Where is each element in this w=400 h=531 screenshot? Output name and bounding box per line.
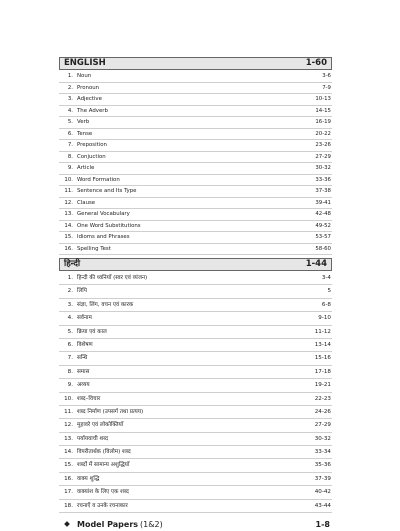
item-label: General Vocabulary [77,211,130,217]
item-number: 14. [64,222,73,229]
item-label: हिन्दी की ध्वनियाँ (स्वर एवं व्यंजन) [77,275,148,281]
list-item [59,459,332,472]
section-title: ENGLISH [64,58,106,68]
list-item [59,299,332,312]
list-item [59,285,332,298]
list-item [59,473,332,486]
item-label: शब्दों में सामान्य अशुद्धियाँ [77,462,130,469]
item-left [59,299,133,311]
item-pages: 35-36 [314,462,331,469]
item-left [59,71,91,82]
list-item [59,326,332,339]
item-number: 12. [64,199,73,206]
list-item [59,186,332,198]
item-label: क्रिया एवं काल [77,328,107,335]
item-left [59,221,141,232]
item-label: Article [77,165,95,171]
item-number: 15. [64,462,73,469]
item-left [59,446,131,458]
item-left [59,500,128,512]
item-number: 9. [67,382,73,389]
item-label: मुहावरे एवं लोकोक्तियाँ [77,422,124,429]
item-number: 7. [67,355,73,362]
list-item [59,433,332,446]
list-item [59,379,332,392]
item-pages: 9-10 [318,315,331,322]
item-label: The Adverb [77,107,108,114]
section-title: हिन्दी [64,259,81,269]
item-left [59,209,130,220]
item-number: 16. [64,475,73,482]
item-left [59,312,92,324]
item-label: वाक्य शुद्धि [77,475,100,482]
item-number: 2. [67,288,73,295]
item-number: 6. [67,341,73,348]
item-label: अव्यय [77,382,90,389]
item-left [59,152,106,163]
item-label: संज्ञा, लिंग, वचन एवं कारक [77,301,134,308]
item-number: 4. [67,315,73,322]
item-pages: 42-48 [315,211,331,217]
item-pages: 39-41 [315,199,331,206]
item-number: 17. [64,489,73,496]
item-number: 4. [67,107,73,114]
item-left [59,366,89,378]
item-label: Pronoun [77,84,100,91]
list-item [59,232,332,244]
item-number: 13. [64,211,73,217]
list-item [59,140,332,152]
item-label: Noun [77,73,92,79]
item-left [59,339,93,351]
item-left [59,326,107,338]
diamond-bullet-icon [64,521,70,527]
list-item [59,352,332,365]
list-item [59,393,332,406]
model-papers-range: 1-8 [315,519,330,529]
item-number: 1. [67,73,73,79]
item-pages: 23-26 [315,142,331,148]
item-number: 5. [67,119,73,125]
item-pages: 3-4 [321,275,331,281]
item-pages: 16-19 [315,119,331,125]
list-item [59,152,332,164]
item-label: Idioms and Phrases [77,234,130,240]
item-pages: 30-32 [314,435,331,442]
item-left [59,198,95,209]
item-pages: 15-16 [314,355,331,362]
item-pages: 6-8 [321,301,331,308]
section-page-range: 1-60 [305,58,327,68]
item-label: रचनाएँ व उनके रचनाकार [77,502,128,509]
list-item [59,221,332,233]
item-number: 16. [64,245,73,252]
item-left [59,140,107,151]
item-left [59,459,129,471]
list-item [59,175,332,187]
section-page-range: 1-44 [305,259,327,269]
item-number: 11. [64,408,73,415]
item-left [59,406,143,418]
list-item [59,71,332,83]
item-pages: 10-13 [315,96,331,102]
item-number: 15. [64,234,73,240]
item-pages: 33-34 [314,449,331,456]
item-pages: 27-29 [315,153,331,160]
table-of-contents [59,57,332,531]
item-left [59,129,92,140]
item-number: 11. [64,188,73,194]
list-item [59,106,332,118]
item-number: 10. [64,395,73,402]
item-pages: 43-44 [314,502,331,509]
item-left [59,393,100,405]
item-pages: 5 [327,288,331,295]
list-item [59,406,332,419]
item-left [59,106,108,117]
list-item [59,312,332,325]
item-pages: 37-38 [315,188,331,194]
item-number: 6. [67,130,73,137]
item-label: Conjuction [77,153,106,160]
item-left [59,83,99,94]
list-item [59,94,332,106]
list-item [59,198,332,210]
item-left [59,186,136,197]
item-pages: 20-22 [315,130,331,137]
item-label: सर्वनाम [77,315,92,322]
item-number: 2. [67,84,73,91]
item-label: Adjective [77,96,102,102]
list-item [59,419,332,432]
item-pages: 27-29 [314,422,331,429]
item-label: Spelling Test [77,245,111,252]
item-pages: 53-57 [315,234,331,240]
item-left [59,352,87,364]
model-papers-paren: (1&2) [140,519,163,529]
item-number: 8. [67,368,73,375]
list-item [59,209,332,221]
item-number: 7. [67,142,73,148]
item-pages: 7-9 [322,84,331,91]
list-item [59,339,332,352]
item-number: 3. [67,96,73,102]
item-number: 12. [64,422,73,429]
item-number: 13. [64,435,73,442]
item-number: 5. [67,328,73,335]
item-left [59,419,123,431]
item-left [59,379,90,391]
list-item [59,486,332,499]
hindi-items [59,272,332,513]
item-left [59,175,120,186]
item-number: 18. [64,502,73,509]
item-left [59,473,99,485]
item-pages: 40-42 [314,489,331,496]
section-header-hindi [59,258,332,271]
item-label: समास [77,368,90,375]
item-pages: 3-6 [322,73,331,79]
item-pages: 24-26 [314,408,331,415]
item-label: Verb [77,119,90,125]
item-label: Clause [77,199,96,206]
list-item [59,117,332,129]
item-pages: 13-14 [314,341,331,348]
list-item [59,446,332,459]
item-label: वाक्यांश के लिए एक शब्द [77,489,129,496]
item-pages: 14-15 [315,107,331,114]
item-pages: 30-32 [315,165,331,171]
list-item [59,163,332,175]
item-left [59,94,102,105]
item-label: विपरीतार्थक (विलोम) शब्द [77,449,131,456]
item-label: Preposition [77,142,107,148]
item-left [59,433,108,445]
item-label: पर्यायवाची शब्द [77,435,109,442]
item-pages: 49-52 [315,222,331,229]
model-papers-row [59,517,332,531]
item-pages: 37-39 [314,475,331,482]
item-label: Sentence and Its Type [77,188,137,194]
section-header-english [59,57,332,70]
item-left [59,163,94,174]
item-number: 10. [64,176,73,183]
item-number: 9. [67,165,73,171]
item-left [59,272,147,284]
item-left [59,285,87,297]
item-label: विशेषण [77,341,93,348]
item-pages: 11-12 [314,328,331,335]
item-pages: 33-36 [315,176,331,183]
list-item [59,83,332,95]
item-label: Tense [77,130,93,137]
list-item [59,129,332,141]
item-label: शब्द निर्माण (उपसर्ग तथा प्रत्यय) [77,408,144,415]
item-pages: 58-60 [315,245,331,252]
item-left [59,232,130,243]
item-label: सन्धि [77,355,88,362]
list-item [59,500,332,513]
list-item [59,244,332,256]
item-label: One Word Substitutions [77,222,141,229]
item-number: 3. [67,301,73,308]
item-pages: 22-23 [314,395,331,402]
item-label: लिपि [77,288,87,295]
item-number: 8. [67,153,73,160]
item-left [59,117,89,128]
item-pages: 17-18 [314,368,331,375]
model-papers-title [65,520,163,529]
item-left [59,244,111,255]
english-items [59,71,332,255]
model-papers-label: Model Papers [77,519,139,529]
item-label: Word Formation [77,176,120,183]
item-number: 14. [64,449,73,456]
item-label: शब्द–विचार [77,395,101,402]
item-pages: 19-21 [314,382,331,389]
list-item [59,366,332,379]
list-item [59,272,332,285]
item-left [59,486,129,498]
item-number: 1. [67,275,73,281]
